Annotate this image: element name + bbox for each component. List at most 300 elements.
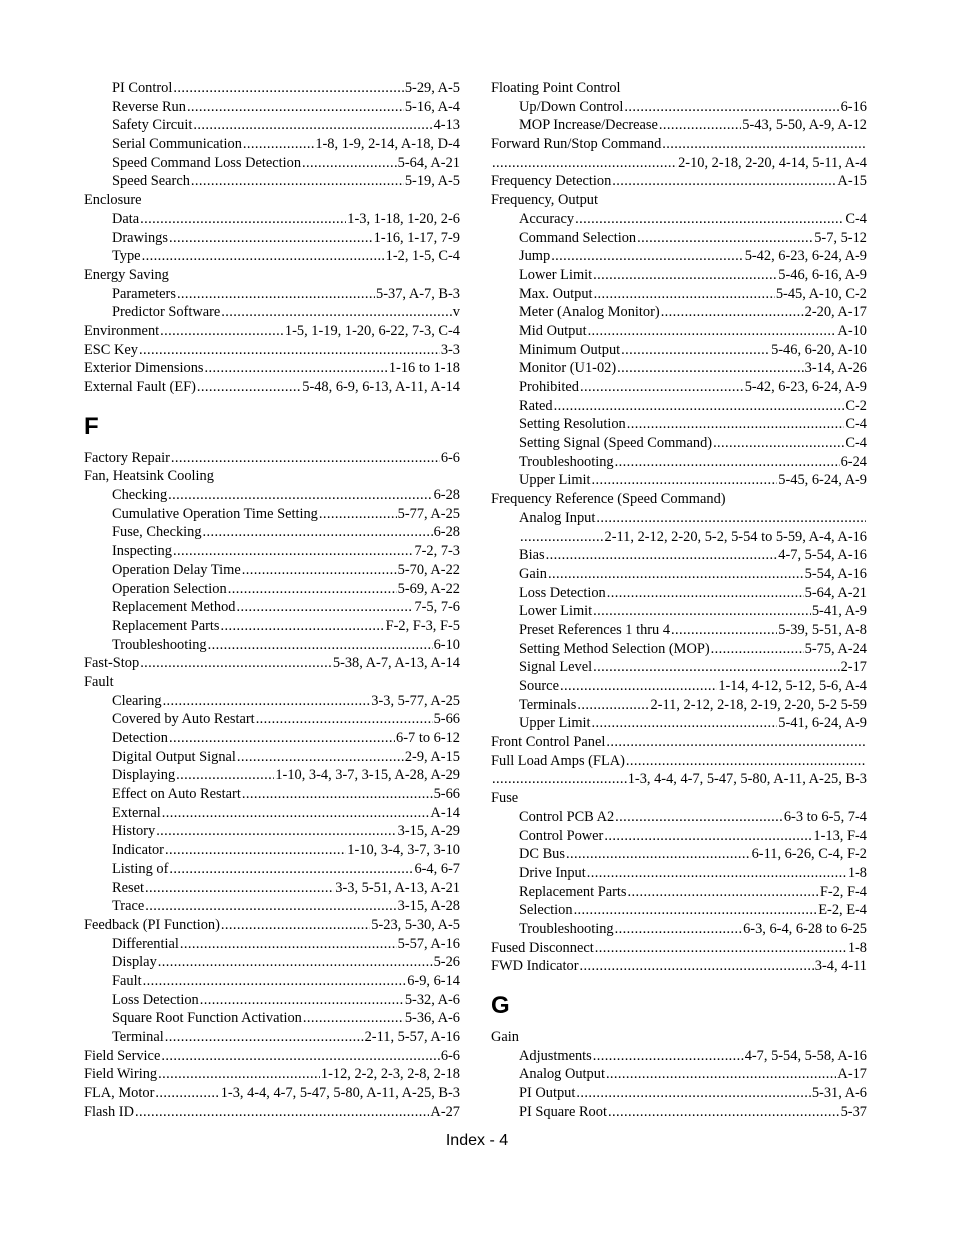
index-term: Listing of [112, 860, 169, 877]
index-term: Lower Limit [519, 603, 593, 620]
dot-leader [554, 397, 845, 416]
dot-leader [671, 621, 777, 640]
index-term: Front Control Panel [491, 734, 606, 751]
index-entry [491, 957, 867, 976]
index-term: Reset [112, 879, 144, 896]
dot-leader [492, 154, 677, 173]
dot-leader [627, 415, 845, 434]
dot-leader [163, 692, 371, 711]
page-references: 5-41, 6-24, A-9 [778, 715, 867, 732]
index-subentry [491, 808, 867, 827]
dot-leader [492, 770, 627, 789]
dot-leader [615, 808, 783, 827]
index-entry [84, 359, 460, 378]
index-subentry [84, 935, 460, 954]
index-subentry [491, 303, 867, 322]
dot-leader [193, 116, 432, 135]
page-references: 5-45, 6-24, A-9 [778, 472, 867, 489]
page-references: A-15 [837, 173, 867, 190]
index-term: Terminals [519, 696, 577, 713]
dot-leader [205, 359, 388, 378]
dot-leader [139, 341, 440, 360]
page-references: 6-9, 6-14 [407, 972, 460, 989]
page-references: 1-2, 1-5, C-4 [385, 248, 460, 265]
dot-leader [593, 602, 811, 621]
page-references: 5-19, A-5 [404, 173, 460, 190]
page-references: 6-24 [840, 453, 867, 470]
section-spacer [84, 397, 460, 411]
index-term: Speed Command Loss Detection [112, 154, 302, 171]
page-references: 5-75, A-24 [804, 640, 867, 657]
dot-leader [594, 285, 775, 304]
index-entry [491, 172, 867, 191]
index-term: ESC Key [84, 341, 138, 358]
index-term: Gain [491, 1029, 519, 1045]
index-term: Troubleshooting [519, 920, 614, 937]
index-subentry [491, 714, 867, 733]
index-subentry [491, 378, 867, 397]
index-subentry [84, 879, 460, 898]
page-references: 5-70, A-22 [397, 561, 460, 578]
index-subentry [491, 864, 867, 883]
index-term: Detection [112, 730, 168, 746]
page-references: 1-3, 1-18, 1-20, 2-6 [347, 210, 460, 227]
index-term: Factory Repair [84, 449, 170, 466]
index-term: Terminal [112, 1029, 164, 1045]
index-subentry [84, 210, 460, 229]
index-term: Fuse [491, 790, 519, 807]
index-subentry [491, 546, 867, 565]
dot-leader [659, 116, 741, 135]
index-term: Fan, Heatsink Cooling [84, 468, 214, 485]
index-term: Environment [84, 322, 160, 339]
page-references: 6-7 to 6-12 [396, 730, 460, 746]
index-term: Monitor (U1-02) [519, 360, 617, 377]
dot-leader [612, 172, 836, 191]
index-entry [84, 1103, 460, 1122]
page-references: 5-69, A-22 [397, 580, 460, 597]
index-entry [84, 449, 460, 468]
index-heading [491, 490, 867, 509]
dot-leader [592, 714, 778, 733]
page-references: 2-9, A-15 [404, 748, 460, 765]
page-references: 6-16 [840, 98, 867, 115]
dot-leader [661, 303, 804, 322]
index-subentry [491, 640, 867, 659]
index-subentry [84, 991, 460, 1010]
index-term: Display [112, 954, 157, 971]
dot-leader [607, 584, 804, 603]
index-term: Fault [112, 972, 142, 989]
page-references: 6-6 [440, 1047, 460, 1064]
dot-leader [256, 710, 433, 729]
index-subentry [84, 154, 460, 173]
index-term: Drive Input [519, 864, 586, 881]
index-subentry [84, 636, 460, 655]
dot-leader [593, 658, 839, 677]
index-term: Signal Level [519, 659, 593, 676]
index-term: Fault [84, 673, 114, 690]
page-references: 5-64, A-21 [804, 584, 867, 601]
index-term: Bias [519, 547, 545, 564]
index-subentry [84, 1028, 460, 1047]
page-references: 6-3 to 6-5, 7-4 [783, 808, 867, 825]
dot-leader [221, 617, 385, 636]
section-spacer [491, 976, 867, 990]
index-term: FWD Indicator [491, 958, 579, 975]
index-subentry [84, 172, 460, 191]
page-references: 1-16 to 1-18 [388, 360, 460, 377]
index-subentry [84, 505, 460, 524]
dot-leader [208, 636, 433, 655]
dot-leader [588, 322, 837, 341]
index-term: Floating Point Control [491, 80, 621, 96]
index-entry [84, 378, 460, 397]
index-term: Flash ID [84, 1103, 134, 1120]
page-references: 6-11, 6-26, C-4, F-2 [751, 846, 867, 863]
index-subentry [491, 434, 867, 453]
index-subentry [84, 841, 460, 860]
index-term: Cumulative Operation Time Setting [112, 505, 318, 522]
dot-leader [566, 845, 751, 864]
dot-leader [580, 378, 744, 397]
dot-leader [161, 1047, 439, 1066]
index-subentry [84, 953, 460, 972]
dot-leader [626, 752, 866, 771]
index-subentry [84, 285, 460, 304]
index-subentry [491, 322, 867, 341]
dot-leader [596, 509, 866, 528]
index-subentry [84, 822, 460, 841]
index-subentry [84, 580, 460, 599]
index-subentry [491, 453, 867, 472]
index-subentry [84, 229, 460, 248]
index-heading [491, 191, 867, 210]
page-references: E-2, E-4 [818, 902, 867, 919]
index-term: Fuse, Checking [112, 524, 202, 541]
page-references: 1-3, 4-4, 4-7, 5-47, 5-80, A-11, A-25, B-3 [627, 771, 867, 788]
dot-leader [145, 897, 396, 916]
index-term: FLA, Motor [84, 1085, 155, 1102]
index-term: Gain [519, 565, 547, 582]
page-references: 1-8, 1-9, 2-14, A-18, D-4 [315, 136, 460, 153]
index-subentry [84, 692, 460, 711]
index-subentry [491, 621, 867, 640]
dot-leader [197, 378, 301, 397]
page-references: A-27 [430, 1103, 460, 1120]
index-term: PI Control [112, 80, 173, 96]
index-subentry [84, 710, 460, 729]
index-subentry [491, 98, 867, 117]
index-entry [491, 939, 867, 958]
dot-leader [319, 505, 397, 524]
dot-leader [135, 1103, 429, 1122]
dot-leader [221, 303, 452, 322]
index-subentry [491, 210, 867, 229]
index-term: Jump [519, 248, 551, 265]
dot-leader [546, 546, 778, 565]
index-term: Frequency, Output [491, 192, 598, 209]
page-references: 2-11, 2-12, 2-18, 2-19, 2-20, 5-2 5-59 [650, 696, 867, 713]
index-subentry [491, 696, 867, 715]
index-term: Fast-Stop [84, 655, 140, 672]
page-references: A-14 [430, 804, 460, 821]
page-references: 3-3, 5-77, A-25 [371, 692, 460, 709]
dot-leader [577, 696, 649, 715]
dot-leader [176, 766, 274, 785]
index-term: Covered by Auto Restart [112, 711, 255, 728]
index-subentry [84, 617, 460, 636]
index-term: Preset References 1 thru 4 [519, 621, 671, 638]
page-references: C-2 [845, 397, 867, 414]
index-subentry [84, 542, 460, 561]
dot-leader [228, 580, 397, 599]
index-term: Lower Limit [519, 266, 593, 283]
page-references: 3-14, A-26 [804, 360, 867, 377]
index-term: Serial Communication [112, 136, 242, 153]
dot-leader [608, 1103, 840, 1122]
index-term: Square Root Function Activation [112, 1010, 302, 1027]
page-references: 5-66 [433, 711, 460, 728]
index-term: PI Output [519, 1085, 576, 1102]
index-term: Setting Method Selection (MOP) [519, 640, 710, 657]
index-term: External Fault (EF) [84, 379, 196, 395]
page-references: 1-8 [847, 939, 867, 956]
page-references: 7-2, 7-3 [414, 543, 460, 560]
dot-leader [606, 733, 866, 752]
page-references: 2-10, 2-18, 2-20, 4-14, 5-11, A-4 [678, 154, 867, 171]
index-subentry [84, 804, 460, 823]
dot-leader [169, 860, 413, 879]
index-subentry [491, 602, 867, 621]
index-subentry [491, 1103, 867, 1122]
index-term: Troubleshooting [519, 453, 614, 470]
index-subentry [491, 584, 867, 603]
index-term: Energy Saving [84, 266, 169, 283]
page-references: 5-54, A-16 [804, 565, 867, 582]
index-term: Setting Resolution [519, 416, 626, 433]
index-term: Fused Disconnect [491, 939, 594, 956]
dot-leader [177, 285, 375, 304]
dot-leader [168, 486, 432, 505]
index-term: Source [519, 678, 559, 694]
index-term: Data [112, 210, 140, 227]
index-entry [84, 322, 460, 341]
index-subentry [491, 359, 867, 378]
index-term: Selection [519, 902, 573, 919]
index-term: Meter (Analog Monitor) [519, 304, 660, 321]
page-references: 5-46, 6-16, A-9 [778, 266, 867, 283]
dot-leader [142, 247, 385, 266]
index-term: Mid Output [519, 322, 587, 339]
page-references: 5-43, 5-50, A-9, A-12 [742, 117, 867, 134]
index-subentry [491, 415, 867, 434]
page-references: 5-66 [433, 786, 460, 803]
index-subentry [84, 116, 460, 135]
dot-leader [551, 247, 744, 266]
index-term: Replacement Parts [519, 883, 627, 900]
index-term: Adjustments [519, 1047, 592, 1064]
index-subentry [84, 135, 460, 154]
page-references: 6-28 [433, 524, 460, 541]
index-term: DC Bus [519, 846, 565, 863]
page-references: F-2, F-4 [819, 883, 867, 900]
page-references: 1-3, 4-4, 4-7, 5-47, 5-80, A-11, A-25, B-3 [220, 1085, 460, 1102]
index-column-right [491, 79, 867, 1121]
page-references: 3-15, A-29 [397, 823, 460, 840]
index-term: Up/Down Control [519, 98, 624, 115]
index-term: Inspecting [112, 543, 172, 560]
index-term: External [112, 804, 161, 821]
dot-leader [575, 210, 844, 229]
index-continuation [491, 528, 867, 547]
dot-leader [617, 359, 804, 378]
page-references: C-4 [845, 210, 867, 227]
index-subentry [491, 901, 867, 920]
index-subentry [491, 920, 867, 939]
page-references: 3-4, 4-11 [814, 958, 867, 975]
page-references: 3-3, 5-51, A-13, A-21 [335, 879, 460, 896]
page-references: 5-36, A-6 [404, 1010, 460, 1027]
dot-leader [145, 879, 334, 898]
dot-leader [156, 822, 396, 841]
dot-leader [180, 935, 397, 954]
index-term: Field Service [84, 1047, 161, 1064]
index-subentry [491, 883, 867, 902]
page-references: 5-38, A-7, A-13, A-14 [332, 655, 460, 672]
index-term: Analog Output [519, 1066, 605, 1083]
index-continuation [491, 154, 867, 173]
index-entry [491, 752, 867, 771]
dot-leader [191, 172, 404, 191]
dot-leader [580, 957, 814, 976]
index-subentry [84, 766, 460, 785]
dot-leader [242, 561, 397, 580]
index-term: Upper Limit [519, 472, 591, 489]
index-subentry [491, 827, 867, 846]
index-column-left [84, 79, 460, 1121]
index-subentry [84, 1009, 460, 1028]
index-term: MOP Increase/Decrease [519, 117, 658, 134]
index-term: Troubleshooting [112, 636, 207, 653]
index-subentry [84, 748, 460, 767]
section-letter-heading: F [84, 412, 99, 440]
index-term: Full Load Amps (FLA) [491, 752, 625, 769]
page-references: 1-16, 1-17, 7-9 [373, 229, 460, 246]
dot-leader [560, 677, 717, 696]
index-heading [84, 673, 460, 692]
dot-leader [302, 154, 397, 173]
index-subentry [491, 285, 867, 304]
index-subentry [84, 303, 460, 322]
section-letter-heading: G [491, 992, 510, 1019]
page-references: 5-29, A-5 [404, 80, 460, 96]
page-references: 2-17 [840, 659, 867, 676]
index-subentry [491, 509, 867, 528]
index-term: Displaying [112, 767, 176, 784]
dot-leader [621, 341, 770, 360]
dot-leader [593, 266, 777, 285]
index-term: Checking [112, 487, 168, 504]
dot-leader [303, 1009, 404, 1028]
index-heading [84, 467, 460, 486]
page-references: 1-12, 2-2, 2-3, 2-8, 2-18 [320, 1066, 460, 1083]
index-subentry [491, 247, 867, 266]
dot-leader [242, 785, 433, 804]
index-term: Prohibited [519, 379, 579, 395]
page-references: F-2, F-3, F-5 [385, 617, 460, 634]
index-term: Trace [112, 898, 145, 915]
dot-leader [615, 453, 840, 472]
dot-leader [624, 98, 839, 117]
dot-leader [173, 79, 403, 98]
dot-leader [155, 1084, 219, 1103]
index-term: PI Square Root [519, 1103, 607, 1120]
index-subentry [491, 397, 867, 416]
page-references: 5-31, A-6 [811, 1085, 867, 1102]
index-heading [84, 191, 460, 210]
dot-leader [593, 1047, 744, 1066]
page-references: 5-48, 6-9, 6-13, A-11, A-14 [302, 379, 460, 395]
dot-leader [587, 864, 847, 883]
dot-leader [169, 229, 373, 248]
index-subentry [491, 1065, 867, 1084]
dot-leader [520, 528, 604, 547]
page-references: 6-3, 6-4, 6-28 to 6-25 [743, 920, 867, 937]
index-subentry [491, 677, 867, 696]
index-term: Predictor Software [112, 304, 221, 321]
dot-leader [713, 434, 844, 453]
index-term: Frequency Detection [491, 173, 612, 190]
page-references: 5-26 [433, 954, 460, 971]
dot-leader [140, 654, 332, 673]
dot-leader [187, 98, 404, 117]
index-heading [491, 79, 867, 98]
index-term: Safety Circuit [112, 117, 193, 134]
index-term: Accuracy [519, 210, 575, 227]
dot-leader [162, 804, 430, 823]
index-term: Drawings [112, 229, 168, 246]
dot-leader [140, 210, 346, 229]
index-subentry [84, 561, 460, 580]
index-subentry [491, 116, 867, 135]
index-subentry [84, 79, 460, 98]
index-subentry [491, 658, 867, 677]
dot-leader [243, 135, 314, 154]
page-references: 4-7, 5-54, 5-58, A-16 [744, 1047, 867, 1064]
dot-leader [221, 916, 370, 935]
index-subentry [491, 471, 867, 490]
index-term: Replacement Parts [112, 617, 220, 634]
page-references: 1-14, 4-12, 5-12, 5-6, A-4 [718, 678, 867, 694]
index-term: Exterior Dimensions [84, 360, 204, 377]
index-subentry [491, 266, 867, 285]
dot-leader [637, 229, 813, 248]
index-entry [84, 1084, 460, 1103]
index-subentry [84, 729, 460, 748]
index-term: Clearing [112, 692, 162, 709]
dot-leader [165, 841, 346, 860]
index-term: Minimum Output [519, 341, 621, 358]
dot-leader [158, 953, 433, 972]
page-references: 4-13 [433, 117, 460, 134]
index-term: Effect on Auto Restart [112, 786, 241, 803]
index-term: Parameters [112, 285, 176, 302]
page-references: 3-15, A-28 [397, 898, 460, 915]
page-references: 5-42, 6-23, 6-24, A-9 [744, 379, 867, 395]
dot-leader [200, 991, 404, 1010]
dot-leader [236, 598, 413, 617]
